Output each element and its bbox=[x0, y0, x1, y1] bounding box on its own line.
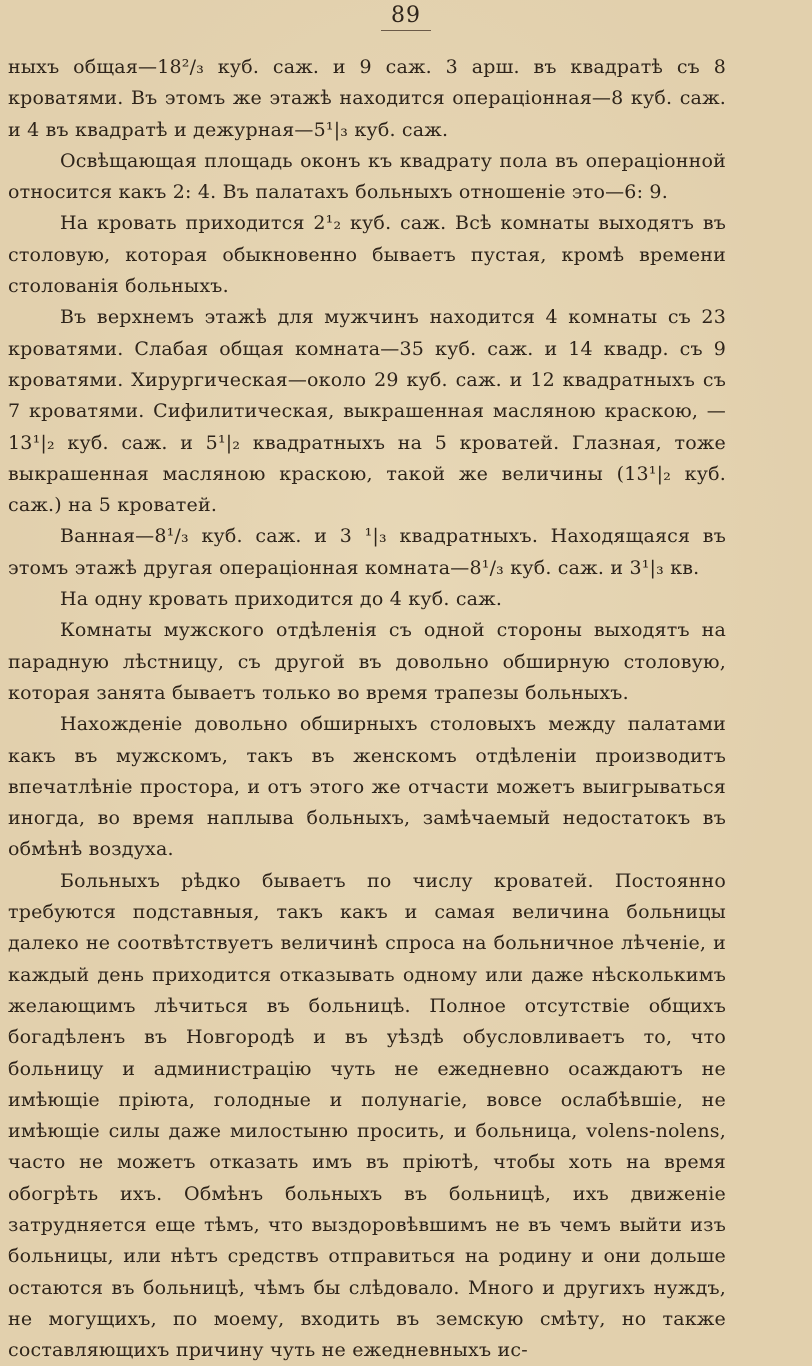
page-number bbox=[0, 2, 812, 31]
paragraph: Освѣщающая площадь оконъ къ квадрату пола въ операціонной относится какъ 2: 4. Въ палатахъ больныхъ отношеніе это—6: 9. bbox=[8, 149, 726, 204]
paragraph: Больныхъ рѣдко бываетъ по числу кроватей. Постоянно требуются подставныя, такъ какъ и самая величина больницы далеко не соотвѣтствуетъ величинѣ спроса на больничное лѣченіе, и каждый день приходится отказывать одному или даже нѣсколькимъ желающимъ лѣчиться въ больницѣ. Полное отсутствіе общихъ богадѣленъ въ Новгородѣ и въ уѣздѣ обусловливаетъ то, что больницу и администрацію чуть не ежедневно осаждаютъ не имѣющіе пріюта, голодные и полунагіе, вовсе ослабѣвшіе, не имѣющіе силы даже милостыню просить, и больница, volens-nolens, часто не можетъ отказать имъ въ пріютѣ, чтобы хоть на время обогрѣть ихъ. Обмѣнъ больныхъ въ больницѣ, ихъ движеніе затрудняется еще тѣмъ, что выздоровѣвшимъ не въ чемъ выйти изъ больницы, или нѣтъ средствъ отправиться на родину и они дольше остаются въ больницѣ, чѣмъ бы слѣдовало. Много и другихъ нуждъ, не могущихъ, по моему, входить въ земскую смѣту, но также составляющихъ причину чуть не ежедневныхъ ис- bbox=[8, 869, 726, 1362]
paragraph: Нахожденіе довольно обширныхъ столовыхъ между палатами какъ въ мужскомъ, такъ въ женскомъ отдѣленіи производитъ впечатлѣніе простора, и отъ этого же отчасти можетъ выигрываться иногда, во время наплыва больныхъ, замѣчаемый недостатокъ въ обмѣнѣ воздуха. bbox=[8, 713, 726, 861]
paragraph: Комнаты мужского отдѣленія съ одной стороны выходятъ на парадную лѣстницу, съ другой въ довольно обширную столовую, которая занята бываетъ только во время трапезы больныхъ. bbox=[8, 619, 726, 704]
paragraph: На одну кровать приходится до 4 куб. саж. bbox=[60, 588, 503, 611]
text-body bbox=[8, 52, 726, 1366]
paragraph: Ванная—8¹/₃ куб. саж. и 3 ¹|₃ квадратныхъ. Находящаяся въ этомъ этажѣ другая операціонная комната—8¹/₃ куб. саж. и 3¹|₃ кв. bbox=[8, 525, 726, 579]
paragraph: На кровать приходится 2¹₂ куб. саж. Всѣ комнаты выходятъ въ столовую, которая обыкновенно бываетъ пустая, кромѣ времени столованія больныхъ. bbox=[8, 212, 726, 298]
page-number-text: 89 bbox=[381, 2, 431, 31]
paragraph-continued: ныхъ общая—18²/₃ куб. саж. и 9 саж. 3 арш. въ квадратѣ съ 8 кроватями. Въ этомъ же этажѣ находится операціонная—8 куб. саж. и 4 въ квадратѣ и дежурная—5¹|₃ куб. саж. bbox=[8, 56, 726, 141]
paragraph: Въ верхнемъ этажѣ для мужчинъ находится 4 комнаты съ 23 кроватями. Слабая общая комната—35 куб. саж. и 14 квадр. съ 9 кроватями. Хирургическая—около 29 куб. саж. и 12 квадратныхъ съ 7 кроватями. Сифилитическая, выкрашенная масляною краскою, —13¹|₂ куб. саж. и 5¹|₂ квадратныхъ на 5 кроватей. Глазная, тоже выкрашенная масляною краскою, такой же величины (13¹|₂ куб. саж.) на 5 кроватей. bbox=[8, 306, 726, 517]
